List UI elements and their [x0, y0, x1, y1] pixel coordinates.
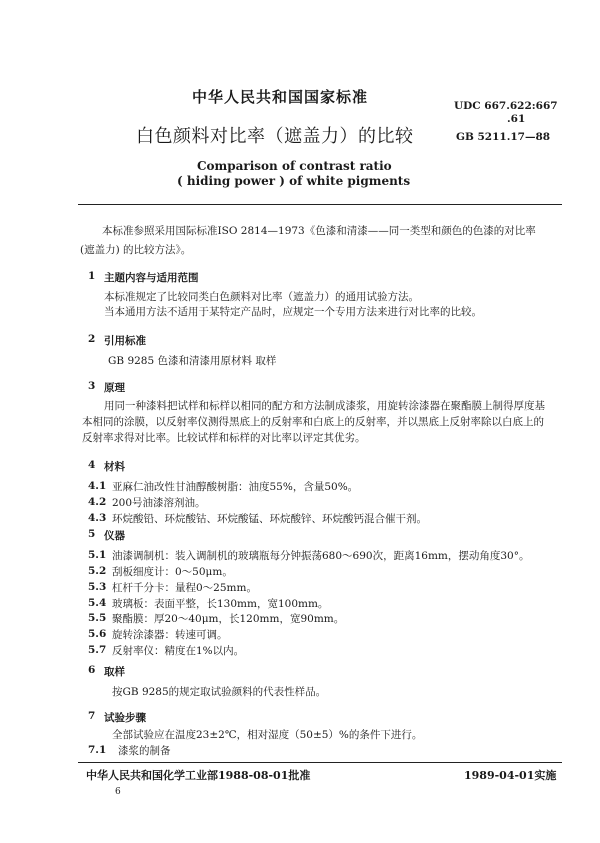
approval-line: 中华人民共和国化学工业部1988-08-01批准 [86, 769, 311, 782]
standard-type-heading: 中华人民共和国国家标准 [192, 88, 369, 106]
subsection-7-1-title: 漆浆的制备 [118, 745, 171, 757]
item-number: 4.1 [88, 480, 107, 492]
section-1-line2: 当本通用方法不适用于某特定产品时，应规定一个专用方法来进行对比率的比较。 [104, 306, 482, 318]
footer-divider [78, 762, 562, 763]
subsection-7-1-number: 7.1 [88, 744, 107, 756]
section-7-number: 7 [88, 710, 96, 722]
section-6-title: 取样 [104, 666, 125, 678]
section-4-number: 4 [88, 459, 96, 471]
section-2-line1: GB 9285 色漆和清漆用原材料 取样 [108, 355, 277, 367]
udc-code-line1: UDC 667.622:667 [454, 100, 558, 112]
item-text: 200号油漆溶剂油。 [112, 497, 206, 509]
header-divider [78, 204, 562, 205]
section-1-title: 主题内容与适用范围 [104, 272, 199, 284]
section-1-line1: 本标准规定了比较同类白色颜料对比率（遮盖力）的通用试验方法。 [104, 291, 419, 303]
item-text: 玻璃板：表面平整，长130mm，宽100mm。 [112, 598, 329, 610]
item-number: 4.3 [88, 512, 107, 524]
item-number: 5.4 [88, 597, 107, 609]
item-text: 聚酯膜：厚20～40μm，长120mm，宽90mm。 [112, 613, 345, 625]
intro-line1: 本标准参照采用国际标准ISO 2814—1973《色漆和清漆——同一类型和颜色的色漆的对比率 [102, 225, 536, 237]
section-7-title: 试验步骤 [104, 712, 146, 724]
effective-date: 1989-04-01实施 [464, 769, 557, 782]
section-2-title: 引用标准 [104, 335, 146, 347]
section-3-number: 3 [88, 380, 96, 392]
section-5-title: 仪器 [104, 530, 125, 542]
udc-code-line2: .61 [507, 113, 526, 125]
section-2-number: 2 [88, 333, 96, 345]
page-number: 6 [115, 787, 121, 797]
item-number: 5.1 [88, 549, 107, 561]
item-number: 5.3 [88, 581, 107, 593]
item-text: 亚麻仁油改性甘油醇酸树脂：油度55%，含量50%。 [112, 481, 359, 493]
section-1-number: 1 [88, 270, 96, 282]
section-5-number: 5 [88, 528, 96, 540]
section-3-title: 原理 [104, 382, 125, 394]
section-6-number: 6 [88, 664, 96, 676]
item-number: 5.5 [88, 612, 107, 624]
item-text: 杠杆千分卡：量程0～25mm。 [112, 582, 257, 594]
item-text: 旋转涂漆器：转速可调。 [112, 629, 228, 641]
section-7-line1: 全部试验应在温度23±2℃，相对湿度（50±5）%的条件下进行。 [112, 729, 423, 741]
title-chinese: 白色颜料对比率（遮盖力）的比较 [136, 126, 414, 147]
section-3-line1: 用同一种漆料把试样和标样以相同的配方和方法制成漆浆，用旋转涂漆器在聚酯膜上制得厚度基 [104, 400, 545, 412]
title-english-line1: Comparison of contrast ratio [197, 159, 392, 173]
section-3-line3: 反射率求得对比率。比较试样和标样的对比率以评定其优劣。 [82, 432, 366, 444]
gb-code: GB 5211.17—88 [456, 131, 551, 143]
item-number: 5.6 [88, 628, 107, 640]
item-text: 油漆调制机：装入调制机的玻璃瓶每分钟振荡680～690次，距离16mm，摆动角度30°。 [112, 550, 530, 562]
section-6-line1: 按GB 9285的规定取试验颜料的代表性样品。 [112, 686, 327, 698]
item-number: 4.2 [88, 496, 107, 508]
item-text: 环烷酸铅、环烷酸钴、环烷酸锰、环烷酸锌、环烷酸钙混合催干剂。 [112, 513, 427, 525]
section-3-line2: 本相同的涂膜，以反射率仪测得黑底上的反射率和白底上的反射率，并以黑底上反射率除以白底上的 [82, 416, 544, 428]
item-number: 5.2 [88, 565, 107, 577]
title-english-line2: ( hiding power ) of white pigments [177, 174, 411, 188]
item-number: 5.7 [88, 644, 107, 656]
section-4-title: 材料 [104, 461, 125, 473]
intro-line2: (遮盖力) 的比较方法》。 [80, 244, 192, 256]
item-text: 刮板细度计：0～50μm。 [112, 566, 233, 578]
item-text: 反射率仪：精度在1%以内。 [112, 645, 245, 657]
